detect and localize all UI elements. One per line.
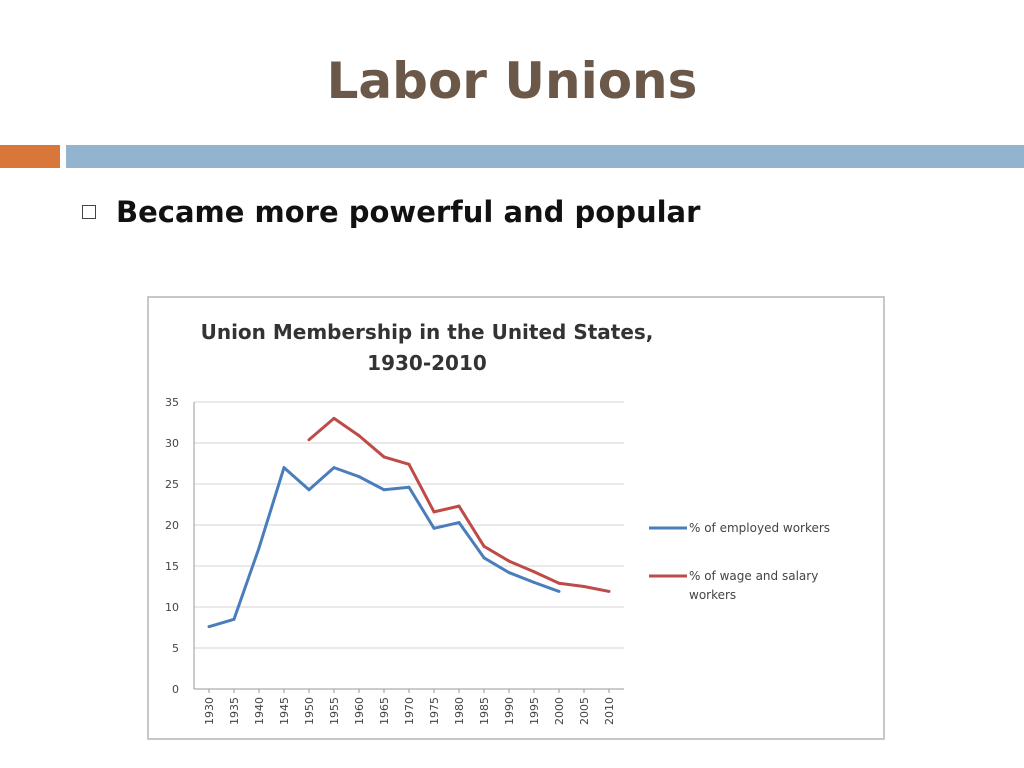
data-point bbox=[483, 556, 486, 559]
x-tick-label: 1930 bbox=[203, 697, 216, 725]
x-tick-label: 1940 bbox=[253, 697, 266, 725]
data-point bbox=[408, 486, 411, 489]
x-tick-label: 1960 bbox=[353, 697, 366, 725]
bullet-item bbox=[82, 192, 700, 232]
data-point bbox=[283, 466, 286, 469]
data-point bbox=[583, 585, 586, 588]
x-tick-label: 1990 bbox=[503, 697, 516, 725]
accent-bar-orange bbox=[0, 145, 60, 168]
data-point bbox=[333, 466, 336, 469]
x-tick-label: 1985 bbox=[478, 697, 491, 725]
square-bullet-icon bbox=[82, 205, 96, 219]
data-point bbox=[408, 463, 411, 466]
chart-title-line-2: 1930-2010 bbox=[367, 351, 487, 375]
data-point bbox=[483, 545, 486, 548]
legend-label: workers bbox=[689, 588, 737, 602]
data-point bbox=[433, 510, 436, 513]
bullet-text: Became more powerful and popular bbox=[116, 195, 701, 229]
data-point bbox=[358, 475, 361, 478]
data-point bbox=[358, 434, 361, 437]
data-point bbox=[208, 625, 211, 628]
legend-label: % of wage and salary bbox=[689, 569, 819, 583]
data-point bbox=[258, 546, 261, 549]
y-tick-label: 10 bbox=[165, 601, 179, 614]
data-point bbox=[308, 488, 311, 491]
data-point bbox=[308, 438, 311, 441]
data-point bbox=[533, 570, 536, 573]
data-point bbox=[608, 590, 611, 593]
x-tick-label: 1935 bbox=[228, 697, 241, 725]
accent-bar-blue bbox=[66, 145, 1024, 168]
chart-container bbox=[147, 296, 885, 740]
x-tick-label: 1965 bbox=[378, 697, 391, 725]
y-tick-label: 0 bbox=[172, 683, 179, 696]
legend bbox=[649, 521, 830, 602]
axes bbox=[165, 396, 616, 725]
x-tick-label: 2000 bbox=[553, 697, 566, 725]
x-tick-label: 1980 bbox=[453, 697, 466, 725]
data-point bbox=[558, 590, 561, 593]
data-point bbox=[383, 455, 386, 458]
data-point bbox=[533, 581, 536, 584]
x-tick-label: 2010 bbox=[603, 697, 616, 725]
union-membership-chart bbox=[149, 298, 883, 738]
y-tick-label: 30 bbox=[165, 437, 179, 450]
x-tick-label: 1945 bbox=[278, 697, 291, 725]
y-tick-label: 25 bbox=[165, 478, 179, 491]
x-tick-label: 1970 bbox=[403, 697, 416, 725]
x-tick-label: 1975 bbox=[428, 697, 441, 725]
data-point bbox=[383, 488, 386, 491]
chart-title-line-1: Union Membership in the United States, bbox=[200, 320, 654, 344]
series-line bbox=[209, 468, 559, 627]
data-point bbox=[333, 417, 336, 420]
y-tick-label: 35 bbox=[165, 396, 179, 409]
x-tick-label: 1955 bbox=[328, 697, 341, 725]
data-point bbox=[458, 521, 461, 524]
legend-label: % of employed workers bbox=[689, 521, 831, 535]
data-point bbox=[233, 618, 236, 621]
data-point bbox=[433, 527, 436, 530]
x-tick-label: 2005 bbox=[578, 697, 591, 725]
y-tick-label: 15 bbox=[165, 560, 179, 573]
data-point bbox=[458, 505, 461, 508]
x-tick-label: 1995 bbox=[528, 697, 541, 725]
data-point bbox=[508, 571, 511, 574]
y-tick-label: 5 bbox=[172, 642, 179, 655]
y-tick-label: 20 bbox=[165, 519, 179, 532]
series-lines bbox=[208, 417, 611, 628]
slide-title: Labor Unions bbox=[326, 52, 698, 110]
data-point bbox=[508, 560, 511, 563]
data-point bbox=[558, 582, 561, 585]
x-tick-label: 1950 bbox=[303, 697, 316, 725]
